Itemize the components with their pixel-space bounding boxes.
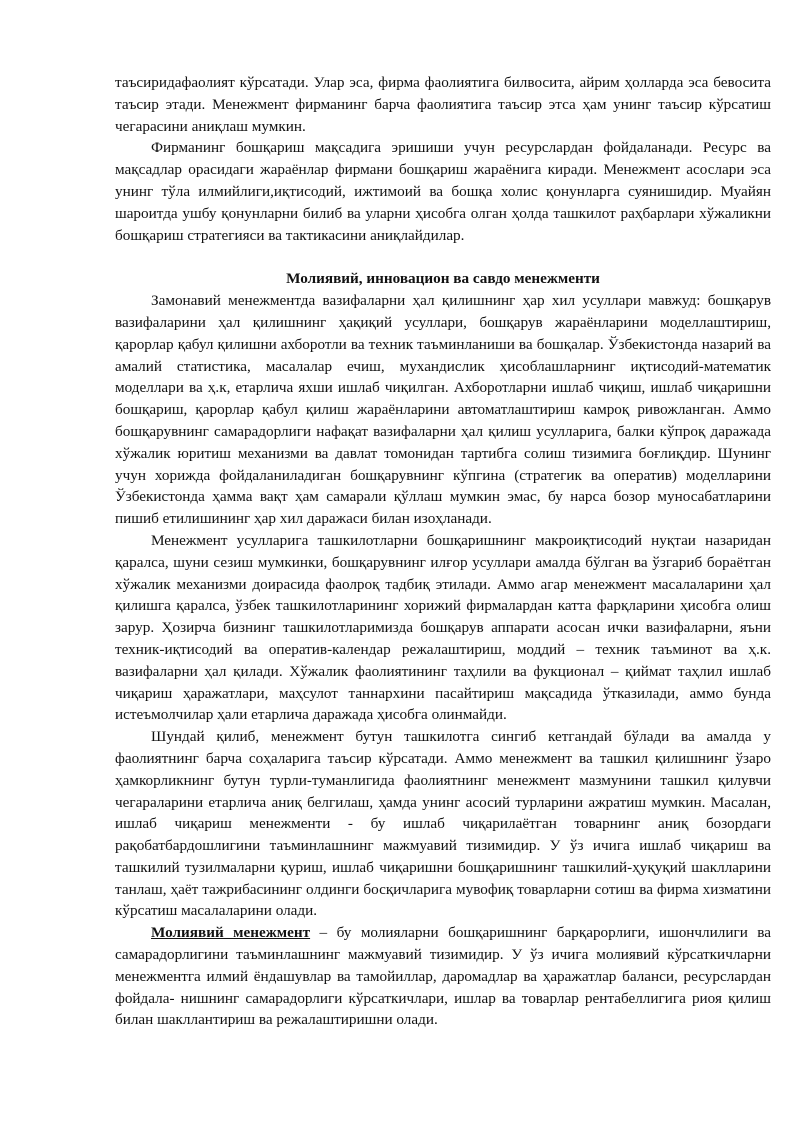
financial-management-term: Молиявий менежмент [151,924,311,942]
financial-management-definition: – бу молияларни бошқаришнинг барқарорлиги, ишончлилиги ва самарадорлигини таъминлашнинг мажмуавий тизимидир. У ўз ичига молиявий кўрсаткичларни менежментга илмий ёндашувлар ва тамойиллар, даромадлар ва ҳаражатлар баланси, ресурслардан фойдала- нишнинг самарадорлиги кўрсаткичлари, ишлар ва товарлар рентабеллигига риоя қилиш билан шакллантириш ва режалаштиришни олади. [115,924,771,1029]
paragraph-management-spread: Шундай қилиб, менежмент бутун ташкилотга сингиб кетгандай бўлади ва амалда у фаолиятнинг барча соҳаларига таъсир кўрсатади. Аммо менежмент ва ташкил қилишнинг ўзаро ҳамкорликнинг бутун турли-туманлигида фаолиятнинг менежмент мазмунини ташкил қилувчи чегараларини етарлича аниқ белгилаш, ҳамда унинг асосий турларини ажратиш мумкин. Масалан, ишлаб чиқариш менежменти - бу ишлаб чиқарилаётган товарнинг аниқ бозордаги рақобатбардошлигини таъминлашнинг мажмуавий тизимидир. У ўз ичига ишлаб чиқариш ва ташкилий тузилмаларни қуриш, ишлаб чиқаришни бошқаришнинг ташкилий-ҳуқуқий шаклларини танлаш, ҳаёт тажрибасининг олдинги босқичларига мувофиқ товарларни сотиш ва фирма хизматини кўрсатиш масалаларини олади. [115,728,771,920]
paragraph-resources: Фирманинг бошқариш мақсадига эришиши учун ресурслардан фойдаланади. Ресурс ва мақсадлар орасидаги жараёнлар фирмани бошқариш жараёнига киради. Менежмент асослари эса унинг тўла илмийлиги,иқтисодий, ижтимоий ва бошқа холис қонунларга суянишидир. Муайян шароитда ушбу қонунларни билиб ва уларни ҳисобга олган ҳолда ташкилот раҳбарлари хўжаликни бошқариш стратегияси ва тактикасини аниқлайдилар. [115,139,771,244]
paragraph-intro-continuation: таъсиридафаолият кўрсатади. Улар эса, фирма фаолиятига билвосита, айрим ҳолларда эса бевосита таъсир этади. Менежмент фирманинг барча фаолиятига таъсир этса ҳам унинг таъсир кўрсатиш чегарасини аниқлаш мумкин. [115,74,771,135]
paragraph-modern-management: Замонавий менежментда вазифаларни ҳал қилишнинг ҳар хил усуллари мавжуд: бошқарув вазифаларини ҳал қилишнинг ҳақиқий усуллари, бошқарув жараёнларини моделлаштириш, қарорлар қабул қилишни ахборотли ва техник таъминланиши ва бошқалар. Ўзбекистонда назарий ва амалий статистика, масалалар ечиш, мухандислик ҳисоблашларнинг иқтисодий-математик моделлари ва ҳ.к, етарлича яхши ишлаб чиқилган. Ахборотларни ишлаб чиқиш, ишлаб чиқаришни бошқариш, қарорлар қабул қилиш жараёнларини автоматлаштириш камроқ ривожланган. Аммо бошқарувнинг самарадорлиги нафақат вазифаларни ҳал қилиш усулларига, балки кўпроқ даражада хўжалик юритиш механизми ва давлат томонидан тартибга солиш тизимига боғлиқдир. Шунинг учун хорижда фойдаланиладиган бошқарувнинг кўпгина (стратегик ва оператив) моделларини Ўзбекистонда ҳамма вақт ҳам самарали қўллаш мумкин эмас, бу нарса бозор муносабатларини пишиб етилишининг ҳар хил даражаси билан изоҳланади. [115,292,771,528]
blank-line [115,246,771,268]
paragraph-management-methods: Менежмент усулларига ташкилотларни бошқаришнинг макроиқтисодий нуқтаи назаридан қаралса, шуни сезиш мумкинки, бошқарувнинг илғор усуллари амалда бўлган ва ўзгариб бораётган хўжалик механизми доирасида фаолроқ тадбиқ этилади. Аммо агар менежмент масалаларини ҳал қилишга қаралса, ўзбек ташкилотларининг хорижий фирмалардан катта фарқларини ҳисобга олиш зарур. Ҳозирча бизнинг ташкилотларимизда бошқарув аппарати асосан ички вазифаларни, яъни техник-иқтисодий ва оператив-календар режалаштириш, моддий – техник таъминот ва ҳ.к. вазифаларни ҳал қилади. Хўжалик фаолиятининг таҳлили ва фукционал – қиймат таҳлил ишлаб чиқариш ҳаражатлари, маҳсулот таннархини пасайтириш мақсадида ўтказилади, аммо бунда истеъмолчилар ҳали етарлича даражада ҳисобга олинмайди. [115,531,771,724]
section-heading: Молиявий, инновацион ва савдо менежменти [286,270,600,288]
paragraph-financial-management [115,922,771,1031]
document-page [115,72,771,1031]
